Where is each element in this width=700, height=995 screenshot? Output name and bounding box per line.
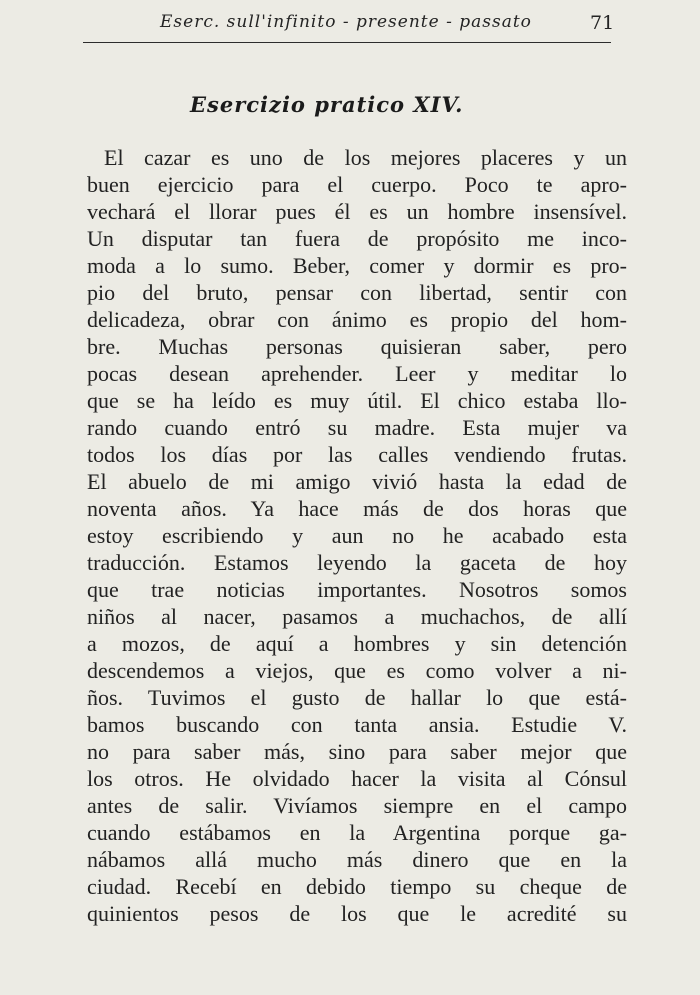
text-line: los otros. He olvidado hacer la visita al Cónsul xyxy=(87,766,627,791)
text-line: ños. Tuvimos el gusto de hallar lo que está- xyxy=(87,685,627,710)
text-line: El cazar es uno de los mejores placeres y un xyxy=(104,145,627,170)
text-line: descendemos a viejos, que es como volver a ni- xyxy=(87,658,627,683)
text-line: no para saber más, sino para saber mejor que xyxy=(87,739,627,764)
text-line: que se ha leído es muy útil. El chico estaba llo- xyxy=(87,388,627,413)
text-line: El abuelo de mi amigo vivió hasta la edad de xyxy=(87,469,627,494)
header-rule xyxy=(83,42,611,43)
text-line: niños al nacer, pasamos a muchachos, de allí xyxy=(87,604,627,629)
text-line: bre. Muchas personas quisieran saber, pero xyxy=(87,334,627,359)
text-line: Un disputar tan fuera de propósito me inco- xyxy=(87,226,627,251)
text-line: estoy escribiendo y aun no he acabado esta xyxy=(87,523,627,548)
exercise-paragraph xyxy=(87,144,627,927)
text-line: cuando estábamos en la Argentina porque ga- xyxy=(87,820,627,845)
text-line: ciudad. Recebí en debido tiempo su cheque de xyxy=(87,874,627,899)
text-line: buen ejercicio para el cuerpo. Poco te apro- xyxy=(87,172,627,197)
text-line: rando cuando entró su madre. Esta mujer va xyxy=(87,415,627,440)
text-line: pio del bruto, pensar con libertad, sentir con xyxy=(87,280,627,305)
exercise-title: Esercizio pratico XIV. xyxy=(190,92,464,117)
text-line: delicadeza, obrar con ánimo es propio del hom- xyxy=(87,307,627,332)
running-head: Eserc. sull'infinito - presente - passato xyxy=(160,12,532,32)
text-line: moda a lo sumo. Beber, comer y dormir es pro- xyxy=(87,253,627,278)
text-line: a mozos, de aquí a hombres y sin detención xyxy=(87,631,627,656)
text-line: quinientos pesos de los que le acredité su xyxy=(87,901,627,926)
text-line: nábamos allá mucho más dinero que en la xyxy=(87,847,627,872)
text-line: antes de salir. Vivíamos siempre en el campo xyxy=(87,793,627,818)
text-line: vechará el llorar pues él es un hombre insensível. xyxy=(87,199,627,224)
page-number: 71 xyxy=(590,12,615,34)
text-line: traducción. Estamos leyendo la gaceta de hoy xyxy=(87,550,627,575)
text-line: pocas desean aprehender. Leer y meditar lo xyxy=(87,361,627,386)
text-line: todos los días por las calles vendiendo frutas. xyxy=(87,442,627,467)
text-line: bamos buscando con tanta ansia. Estudie V. xyxy=(87,712,627,737)
text-line: noventa años. Ya hace más de dos horas que xyxy=(87,496,627,521)
text-line: que trae noticias importantes. Nosotros somos xyxy=(87,577,627,602)
